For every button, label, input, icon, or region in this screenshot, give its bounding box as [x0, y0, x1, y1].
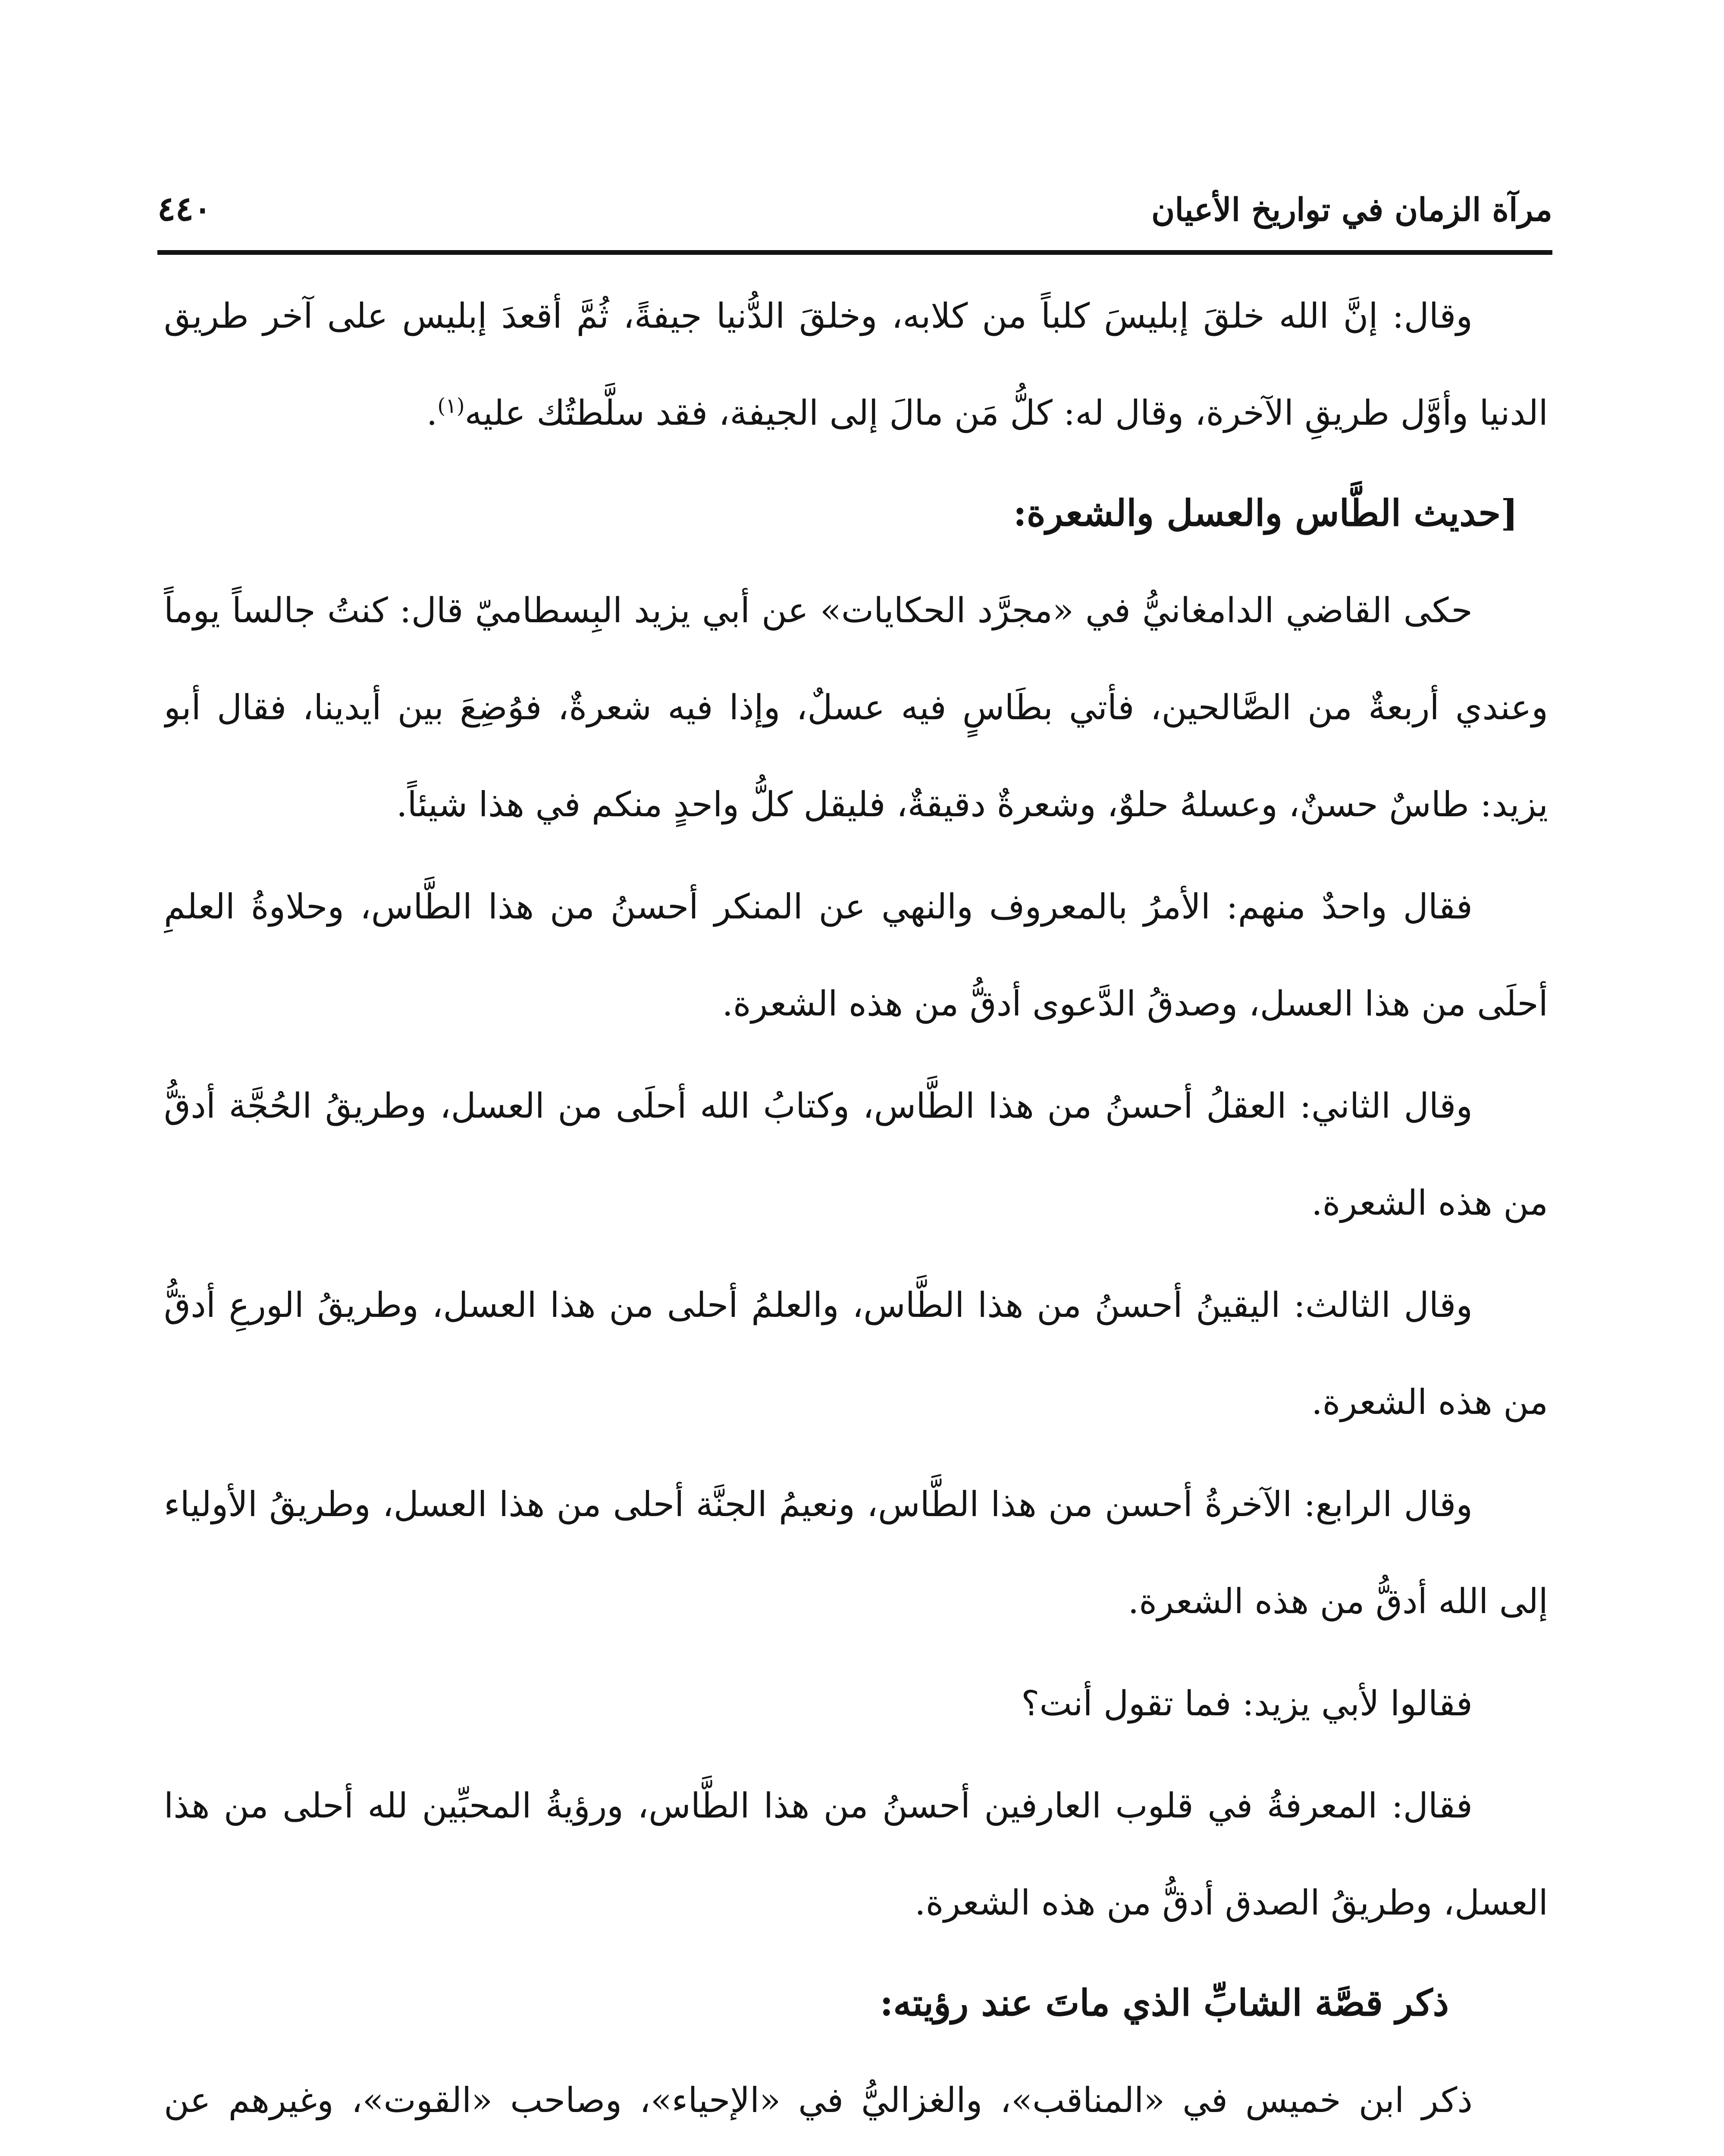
paragraph-young-man: [164, 2052, 1548, 2156]
body-text: [164, 267, 1548, 2156]
paragraph-third-speaker: وقال الثالث: اليقينُ أحسنُ من هذا الطَّاس، والعلمُ أحلى من هذا العسل، وطريقُ الورعِ أدقُّ من هذه الشعرة.: [164, 1285, 1548, 1422]
page-number: ٤٤٠: [157, 189, 212, 229]
paragraph-first-speaker: فقال واحدٌ منهم: الأمرُ بالمعروف والنهي عن المنكر أحسنُ من هذا الطَّاس، وحلاوةُ العلمِ أحلَى من هذا العسل، وصدقُ الدَّعوى أدقُّ من هذه الشعرة.: [164, 887, 1548, 1024]
running-title: مرآة الزمان في تواريخ الأعيان: [1151, 191, 1552, 229]
paragraph-end: .: [426, 393, 438, 433]
paragraph-question: فقالوا لأبي يزيد: فما تقول أنت؟: [1021, 1683, 1473, 1724]
section-heading-bowl: [حديث الطَّاس والعسل والشعرة:: [1013, 492, 1518, 534]
footnote-marker: (١): [437, 394, 465, 418]
running-header: [157, 172, 1552, 237]
header-rule: [157, 250, 1552, 255]
paragraph-fourth-speaker: وقال الرابع: الآخرةُ أحسن من هذا الطَّاس، ونعيمُ الجنَّة أحلى من هذا العسل، وطريقُ الأولياء إلى الله أدقُّ من هذه الشعرة.: [164, 1484, 1548, 1621]
paragraph-iblis: [164, 267, 1548, 461]
paragraph-text: ذكر ابن خميس في «المناقب»، والغزاليُّ في «الإحياء»، وصاحب «القوت»، وغيرهم عن: [164, 2080, 1473, 2120]
paragraph-text: وقال: إنَّ الله خلقَ إبليسَ كلباً من كلابه، وخلقَ الدُّنيا جيفةً، ثُمَّ أقعدَ إبليس على آخر طريق الدنيا وأوَّل طريقِ الآخرة، وقال له: كلُّ مَن مالَ إلى الجيفة، فقد سلَّطتُك عليه: [164, 296, 1548, 433]
paragraph-story-intro: حكى القاضي الدامغانيُّ في «مجرَّد الحكايات» عن أبي يزيد البِسطاميّ قال: كنتُ جالساً يوماً وعندي أربعةٌ من الصَّالحين، فأتي بطَاسٍ فيه عسلٌ، وإذا فيه شعرةٌ، فوُضِعَ بين أيدينا، فقال أبو يزيد: طاسٌ حسنٌ، وعسلهُ حلوٌ، وشعرةٌ دقيقةٌ، فليقل كلُّ واحدٍ منكم في هذا شيئاً.: [164, 590, 1548, 824]
section-heading-young-man: ذكر قصَّة الشابِّ الذي ماتَ عند رؤيته:: [880, 1981, 1449, 2024]
paragraph-answer: فقال: المعرفةُ في قلوب العارفين أحسنُ من هذا الطَّاس، ورؤيةُ المحبِّين لله أحلى من هذا العسل، وطريقُ الصدق أدقُّ من هذه الشعرة.: [164, 1786, 1548, 1923]
paragraph-second-speaker: وقال الثاني: العقلُ أحسنُ من هذا الطَّاس، وكتابُ الله أحلَى من العسل، وطريقُ الحُجَّة أدقُّ من هذه الشعرة.: [164, 1086, 1548, 1223]
